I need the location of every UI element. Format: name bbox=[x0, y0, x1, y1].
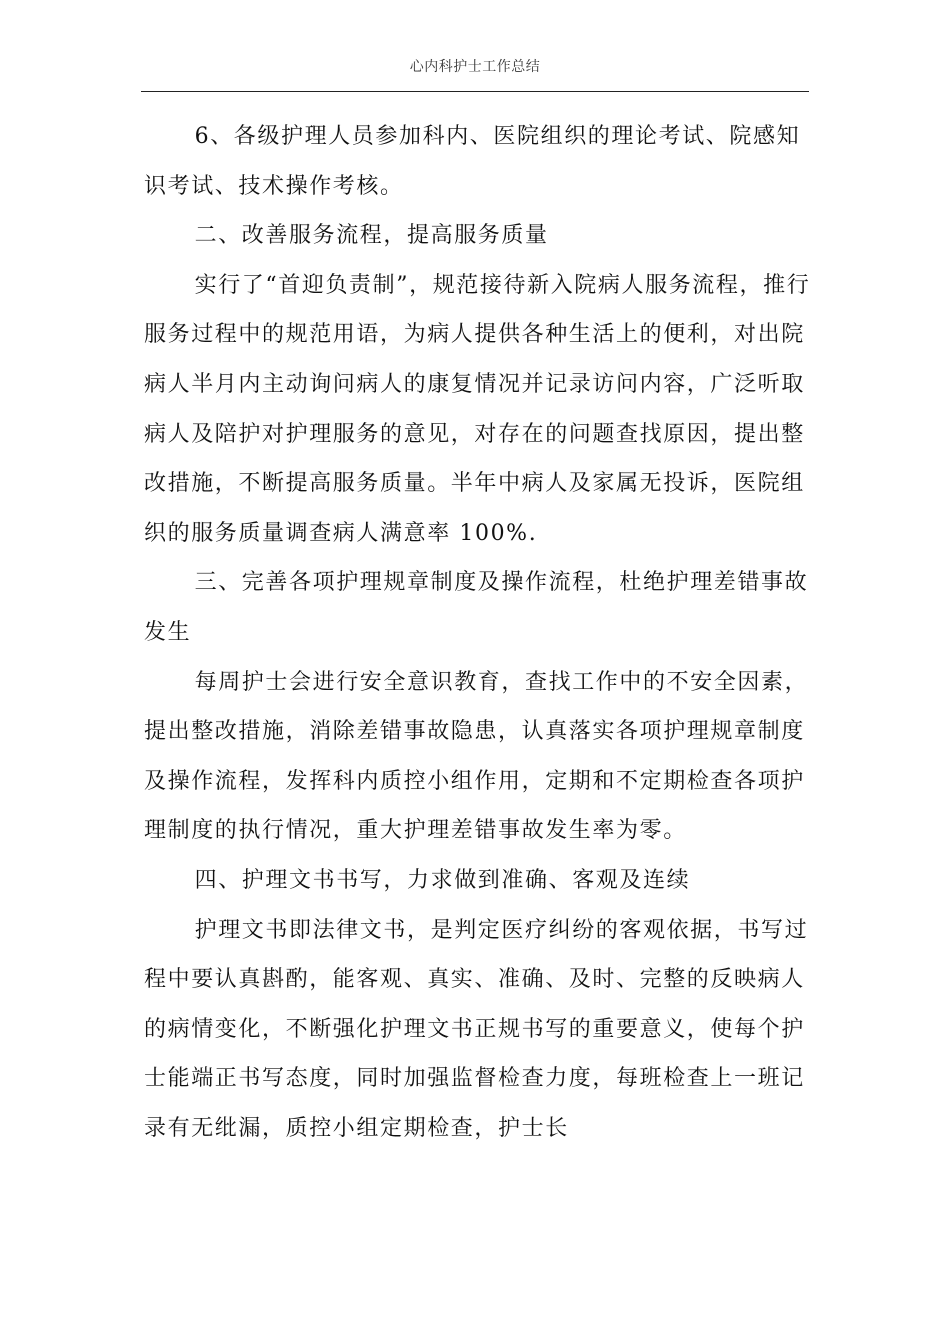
header-divider bbox=[141, 91, 809, 92]
paragraph-item-6: 6、各级护理人员参加科内、医院组织的理论考试、院感知识考试、技术操作考核。 bbox=[144, 124, 801, 199]
document-body bbox=[144, 112, 814, 1153]
paragraph-service: 实行了“首迎负责制”，规范接待新入院病人服务流程，推行服务过程中的规范用语，为病人提供各种生活上的便利，对出院病人半月内主动询问病人的康复情况并记录访问内容，广泛听取病人及陪护对护理服务的意见，对存在的问题查找原因，提出整改措施，不断提高服务质量。半年中病人及家属无投诉，医院组织的服务质量调查病人满意率 100%. bbox=[144, 272, 811, 546]
section-heading-3: 三、完善各项护理规章制度及操作流程，杜绝护理差错事故发生 bbox=[144, 570, 809, 645]
paragraph-safety: 每周护士会进行安全意识教育，查找工作中的不安全因素，提出整改措施，消除差错事故隐患，认真落实各项护理规章制度及操作流程，发挥科内质控小组作用，定期和不定期检查各项护理制度的执行情况，重大护理差错事故发生率为零。 bbox=[144, 669, 809, 844]
section-heading-4: 四、护理文书书写，力求做到准确、客观及连续 bbox=[194, 867, 691, 893]
paragraph-documents: 护理文书即法律文书，是判定医疗纠纷的客观依据，书写过程中要认真斟酌，能客观、真实、准确、及时、完整的反映病人的病情变化，不断强化护理文书正规书写的重要意义，使每个护士能端正书写态度，同时加强监督检查力度，每班检查上一班记录有无纰漏，质控小组定期检查，护士长 bbox=[144, 917, 809, 1141]
section-heading-2: 二、改善服务流程，提高服务质量 bbox=[194, 223, 549, 249]
document-header-title: 心内科护士工作总结 bbox=[409, 59, 541, 75]
